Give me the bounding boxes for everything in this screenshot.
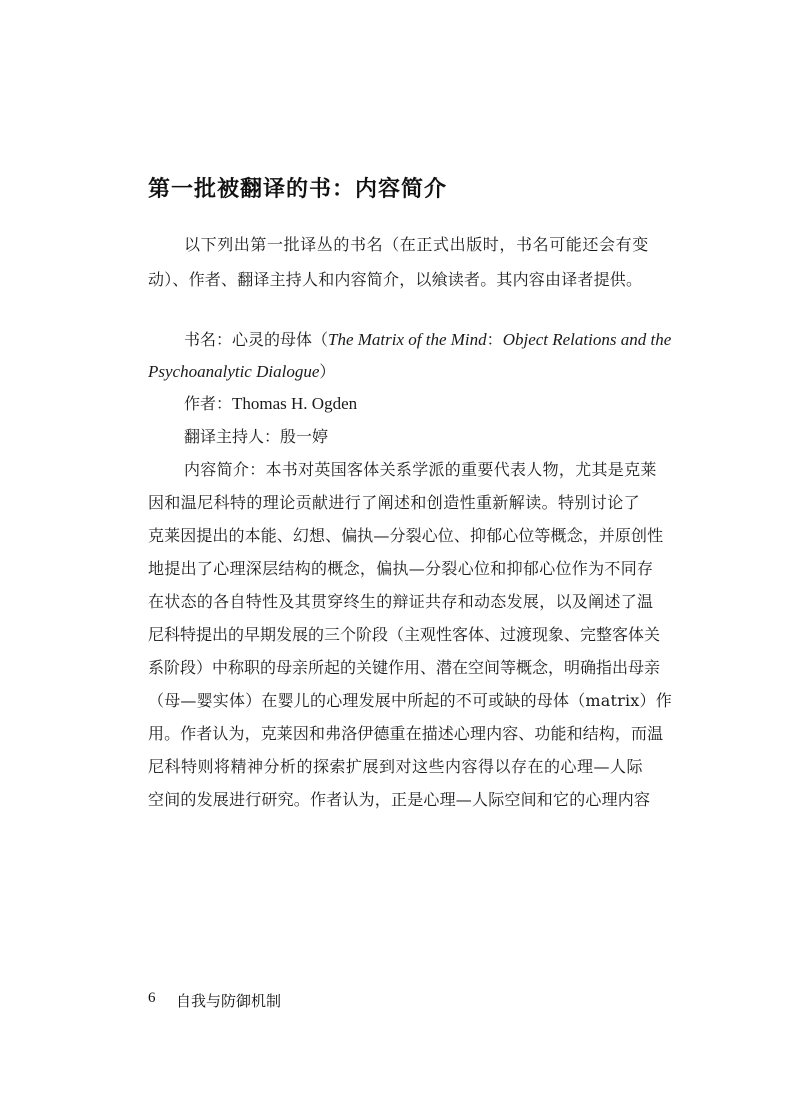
intro-line-1: 以下列出第一批译丛的书名（在正式出版时，书名可能还会有变	[184, 235, 649, 254]
book-title-prefix: 书名：心灵的母体（	[184, 330, 329, 349]
summary-line-9: 用。作者认为，克莱因和弗洛伊德重在描述心理内容、功能和结构，而温	[148, 724, 664, 743]
summary-line-1: 内容简介：本书对英国客体关系学派的重要代表人物，尤其是克莱	[184, 460, 657, 479]
book-title-line-1	[184, 330, 671, 350]
book-title-suffix: ）	[319, 362, 336, 381]
summary-line-2: 因和温尼科特的理论贡献进行了阐述和创造性重新解读。特别讨论了	[148, 493, 641, 512]
running-footer-title: 自我与防御机制	[176, 992, 282, 1010]
author-label: 作者：	[184, 394, 233, 413]
intro-line-2: 动）、作者、翻译主持人和内容简介，以飨读者。其内容由译者提供。	[148, 270, 643, 289]
summary-line-6: 尼科特提出的早期发展的三个阶段（主观性客体、过渡现象、完整客体关	[148, 625, 661, 644]
summary-line-10: 尼科特则将精神分析的探索扩展到对这些内容得以存在的心理—人际	[148, 757, 644, 776]
book-title-en-line2: Psychoanalytic Dialogue	[148, 362, 320, 381]
summary-line-4: 地提出了心理深层结构的概念，偏执—分裂心位和抑郁心位作为不同存	[148, 559, 654, 578]
summary-line-5: 在状态的各自特性及其贯穿终生的辩证共存和动态发展，以及阐述了温	[148, 592, 654, 611]
author-line	[184, 394, 357, 414]
author-name: Thomas H. Ogden	[232, 394, 358, 413]
summary-line-11: 空间的发展进行研究。作者认为，正是心理—人际空间和它的心理内容	[148, 790, 651, 809]
page-number: 6	[148, 990, 156, 1006]
book-title-line-2	[148, 362, 335, 382]
section-heading: 第一批被翻译的书：内容简介	[148, 177, 448, 202]
book-title-en-sub: Object Relations and the	[502, 330, 672, 349]
book-title-en-main: The Matrix of the Mind	[328, 330, 487, 349]
translator-line: 翻译主持人：殷一婷	[184, 427, 329, 446]
summary-line-7: 系阶段）中称职的母亲所起的关键作用、潜在空间等概念，明确指出母亲	[148, 658, 661, 677]
summary-line-3: 克莱因提出的本能、幻想、偏执—分裂心位、抑郁心位等概念，并原创性	[148, 526, 664, 545]
summary-line-8: （母—婴实体）在婴儿的心理发展中所起的不可或缺的母体（matrix）作	[148, 691, 672, 710]
book-title-separator: ：	[486, 330, 503, 349]
